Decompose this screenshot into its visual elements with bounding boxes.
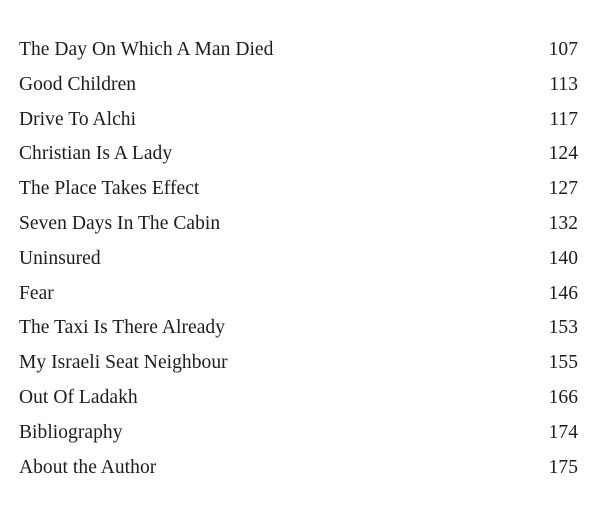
table-of-contents (19, 33, 579, 485)
toc-entry (19, 381, 579, 416)
toc-entry-page: 117 (549, 108, 578, 130)
toc-entry-title: Uninsured (19, 247, 101, 269)
toc-entry-title: The Place Takes Effect (19, 178, 200, 200)
toc-entry-title: Drive To Alchi (19, 108, 137, 130)
toc-entry-title: About the Author (19, 456, 157, 478)
toc-entry (19, 33, 579, 68)
toc-entry (19, 68, 579, 103)
toc-entry-page: 174 (548, 421, 578, 443)
toc-entry (19, 277, 579, 312)
toc-entry-title: Seven Days In The Cabin (19, 212, 221, 234)
toc-entry-title: My Israeli Seat Neighbour (19, 352, 228, 374)
toc-entry-title: Bibliography (19, 421, 123, 443)
toc-entry-page: 153 (548, 317, 578, 339)
toc-entry-page: 175 (548, 456, 578, 478)
toc-entry (19, 346, 579, 381)
toc-entry-page: 132 (548, 212, 578, 234)
toc-entry (19, 311, 579, 346)
toc-entry-title: The Day On Which A Man Died (19, 39, 274, 60)
toc-entry (19, 242, 579, 277)
toc-entry-page: 127 (548, 178, 578, 200)
toc-entry (19, 137, 579, 172)
toc-entry-page: 146 (548, 282, 578, 304)
toc-entry-page: 107 (548, 39, 578, 60)
toc-entry-title: Good Children (19, 73, 137, 95)
toc-entry-page: 113 (549, 73, 578, 95)
toc-entry-page: 124 (548, 143, 578, 165)
toc-entry (19, 416, 579, 451)
toc-entry-page: 166 (548, 386, 578, 408)
toc-entry (19, 207, 579, 242)
toc-entry-title: Fear (19, 282, 54, 304)
toc-entry-title: Out Of Ladakh (19, 386, 138, 408)
toc-entry (19, 451, 579, 486)
toc-entry (19, 172, 579, 207)
toc-entry-title: The Taxi Is There Already (19, 317, 226, 339)
toc-entry (19, 103, 579, 138)
toc-entry-page: 155 (548, 352, 578, 374)
toc-entry-title: Christian Is A Lady (19, 143, 173, 165)
toc-entry-page: 140 (548, 247, 578, 269)
